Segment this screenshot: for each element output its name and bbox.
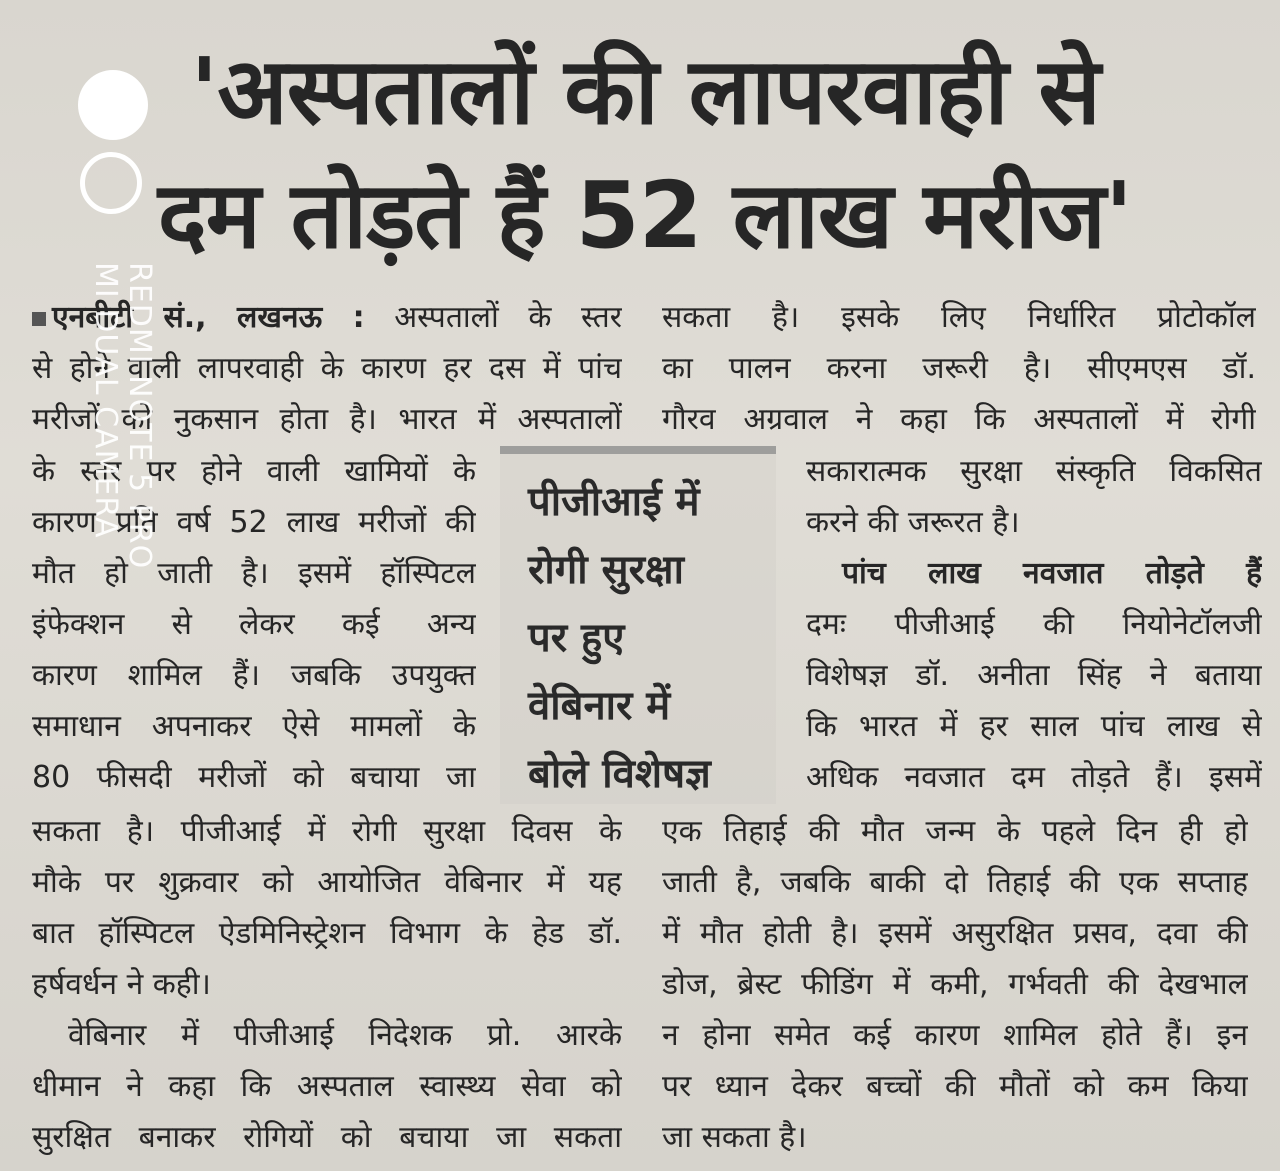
article-line: वेबिनार में पीजीआई निदेशक प्रो. आरके (68, 1018, 622, 1053)
article-line: पर ध्यान देकर बच्चों की मौतों को कम किया (662, 1069, 1248, 1104)
camera-dot-icon (78, 70, 148, 140)
article-line: एक तिहाई की मौत जन्म के पहले दिन ही हो (662, 814, 1248, 849)
article-line: बात हॉस्पिटल ऐडमिनिस्ट्रेशन विभाग के हेड डॉ. (32, 916, 622, 951)
article-line: करने की जरूरत है। (806, 505, 1020, 540)
article-line: डोज, ब्रेस्ट फीडिंग में कमी, गर्भवती की देखभाल (662, 967, 1248, 1002)
article-line: कि भारत में हर साल पांच लाख से (806, 709, 1262, 744)
article-line: धीमान ने कहा कि अस्पताल स्वास्थ्य सेवा को (32, 1069, 622, 1104)
right-column-bottom (662, 806, 1248, 1163)
headline-line-2: दम तोड़ते हैं 52 लाख मरीज' (157, 162, 1133, 269)
article-line: सुरक्षित बनाकर रोगियों को बचाया जा सकता (32, 1120, 622, 1155)
watermark-line: REDMI NOTE 5 PRO (122, 262, 157, 570)
article-line: विशेषज्ञ डॉ. अनीता सिंह ने बताया (806, 658, 1262, 693)
headline-line-1: 'अस्पतालों की लापरवाही से (190, 38, 1100, 145)
camera-watermark (88, 262, 156, 569)
subheadline-line: बोले विशेषज्ञ (528, 751, 711, 797)
article-line: कारण शामिल हैं। जबकि उपयुक्त (32, 658, 476, 693)
article-line: में मौत होती है। इसमें असुरक्षित प्रसव, दवा की (662, 916, 1248, 951)
subheadline-line: वेबिनार में (528, 683, 671, 729)
dateline: एनबीटी सं., लखनऊ : (52, 300, 365, 335)
article-line: सकारात्मक सुरक्षा संस्कृति विकसित (806, 454, 1262, 489)
watermark-line: MI DUAL CAMERA (88, 262, 123, 539)
article-line: गौरव अग्रवाल ने कहा कि अस्पतालों में रोगी (662, 402, 1256, 437)
article-line: सकता है। इसके लिए निर्धारित प्रोटोकॉल (662, 300, 1256, 335)
article-line: मौके पर शुक्रवार को आयोजित वेबिनार में यह (32, 865, 622, 900)
article-line: का पालन करना जरूरी है। सीएमएस डॉ. (662, 351, 1256, 386)
article-line: 80 फीसदी मरीजों को बचाया जा (32, 760, 476, 795)
article-line: एनबीटी सं., लखनऊ : अस्पतालों के स्तर (32, 292, 622, 343)
subheadline-line: पीजीआई में (528, 479, 700, 525)
article-line: मौत हो जाती है। इसमें हॉस्पिटल (32, 556, 476, 591)
subheadline-box (500, 446, 776, 804)
article-line: जा सकता है। (662, 1120, 807, 1155)
article-line: हर्षवर्धन ने कही। (32, 967, 211, 1002)
left-column-bottom (32, 806, 622, 1163)
article-line: कारण प्रति वर्ष 52 लाख मरीजों की (32, 505, 476, 540)
article-line: दमः पीजीआई की नियोनेटॉलजी (806, 607, 1262, 642)
bullet-icon (32, 312, 46, 326)
article-line: अधिक नवजात दम तोड़ते हैं। इसमें (806, 760, 1262, 795)
article-line: इंफेक्शन से लेकर कई अन्य (32, 607, 476, 642)
article-line: जाती है, जबकि बाकी दो तिहाई की एक सप्ताह (662, 865, 1248, 900)
article-line: सकता है। पीजीआई में रोगी सुरक्षा दिवस के (32, 814, 622, 849)
article-line: न होना समेत कई कारण शामिल होते हैं। इन (662, 1018, 1248, 1053)
article-line: के स्तर पर होने वाली खामियों के (32, 454, 476, 489)
subheadline-line: रोगी सुरक्षा (528, 547, 684, 593)
article-line: समाधान अपनाकर ऐसे मामलों के (32, 709, 476, 744)
section-subheading: पांच लाख नवजात तोड़ते हैं (842, 556, 1262, 591)
camera-ring-icon (80, 152, 142, 214)
article-line: से होने वाली लापरवाही के कारण हर दस में पांच (32, 351, 622, 386)
right-column-top (662, 292, 1256, 445)
article-line: मरीजों को नुकसान होता है। भारत में अस्पतालों (32, 402, 622, 437)
subheadline-line: पर हुए (528, 615, 625, 661)
right-column-middle (806, 446, 1262, 803)
